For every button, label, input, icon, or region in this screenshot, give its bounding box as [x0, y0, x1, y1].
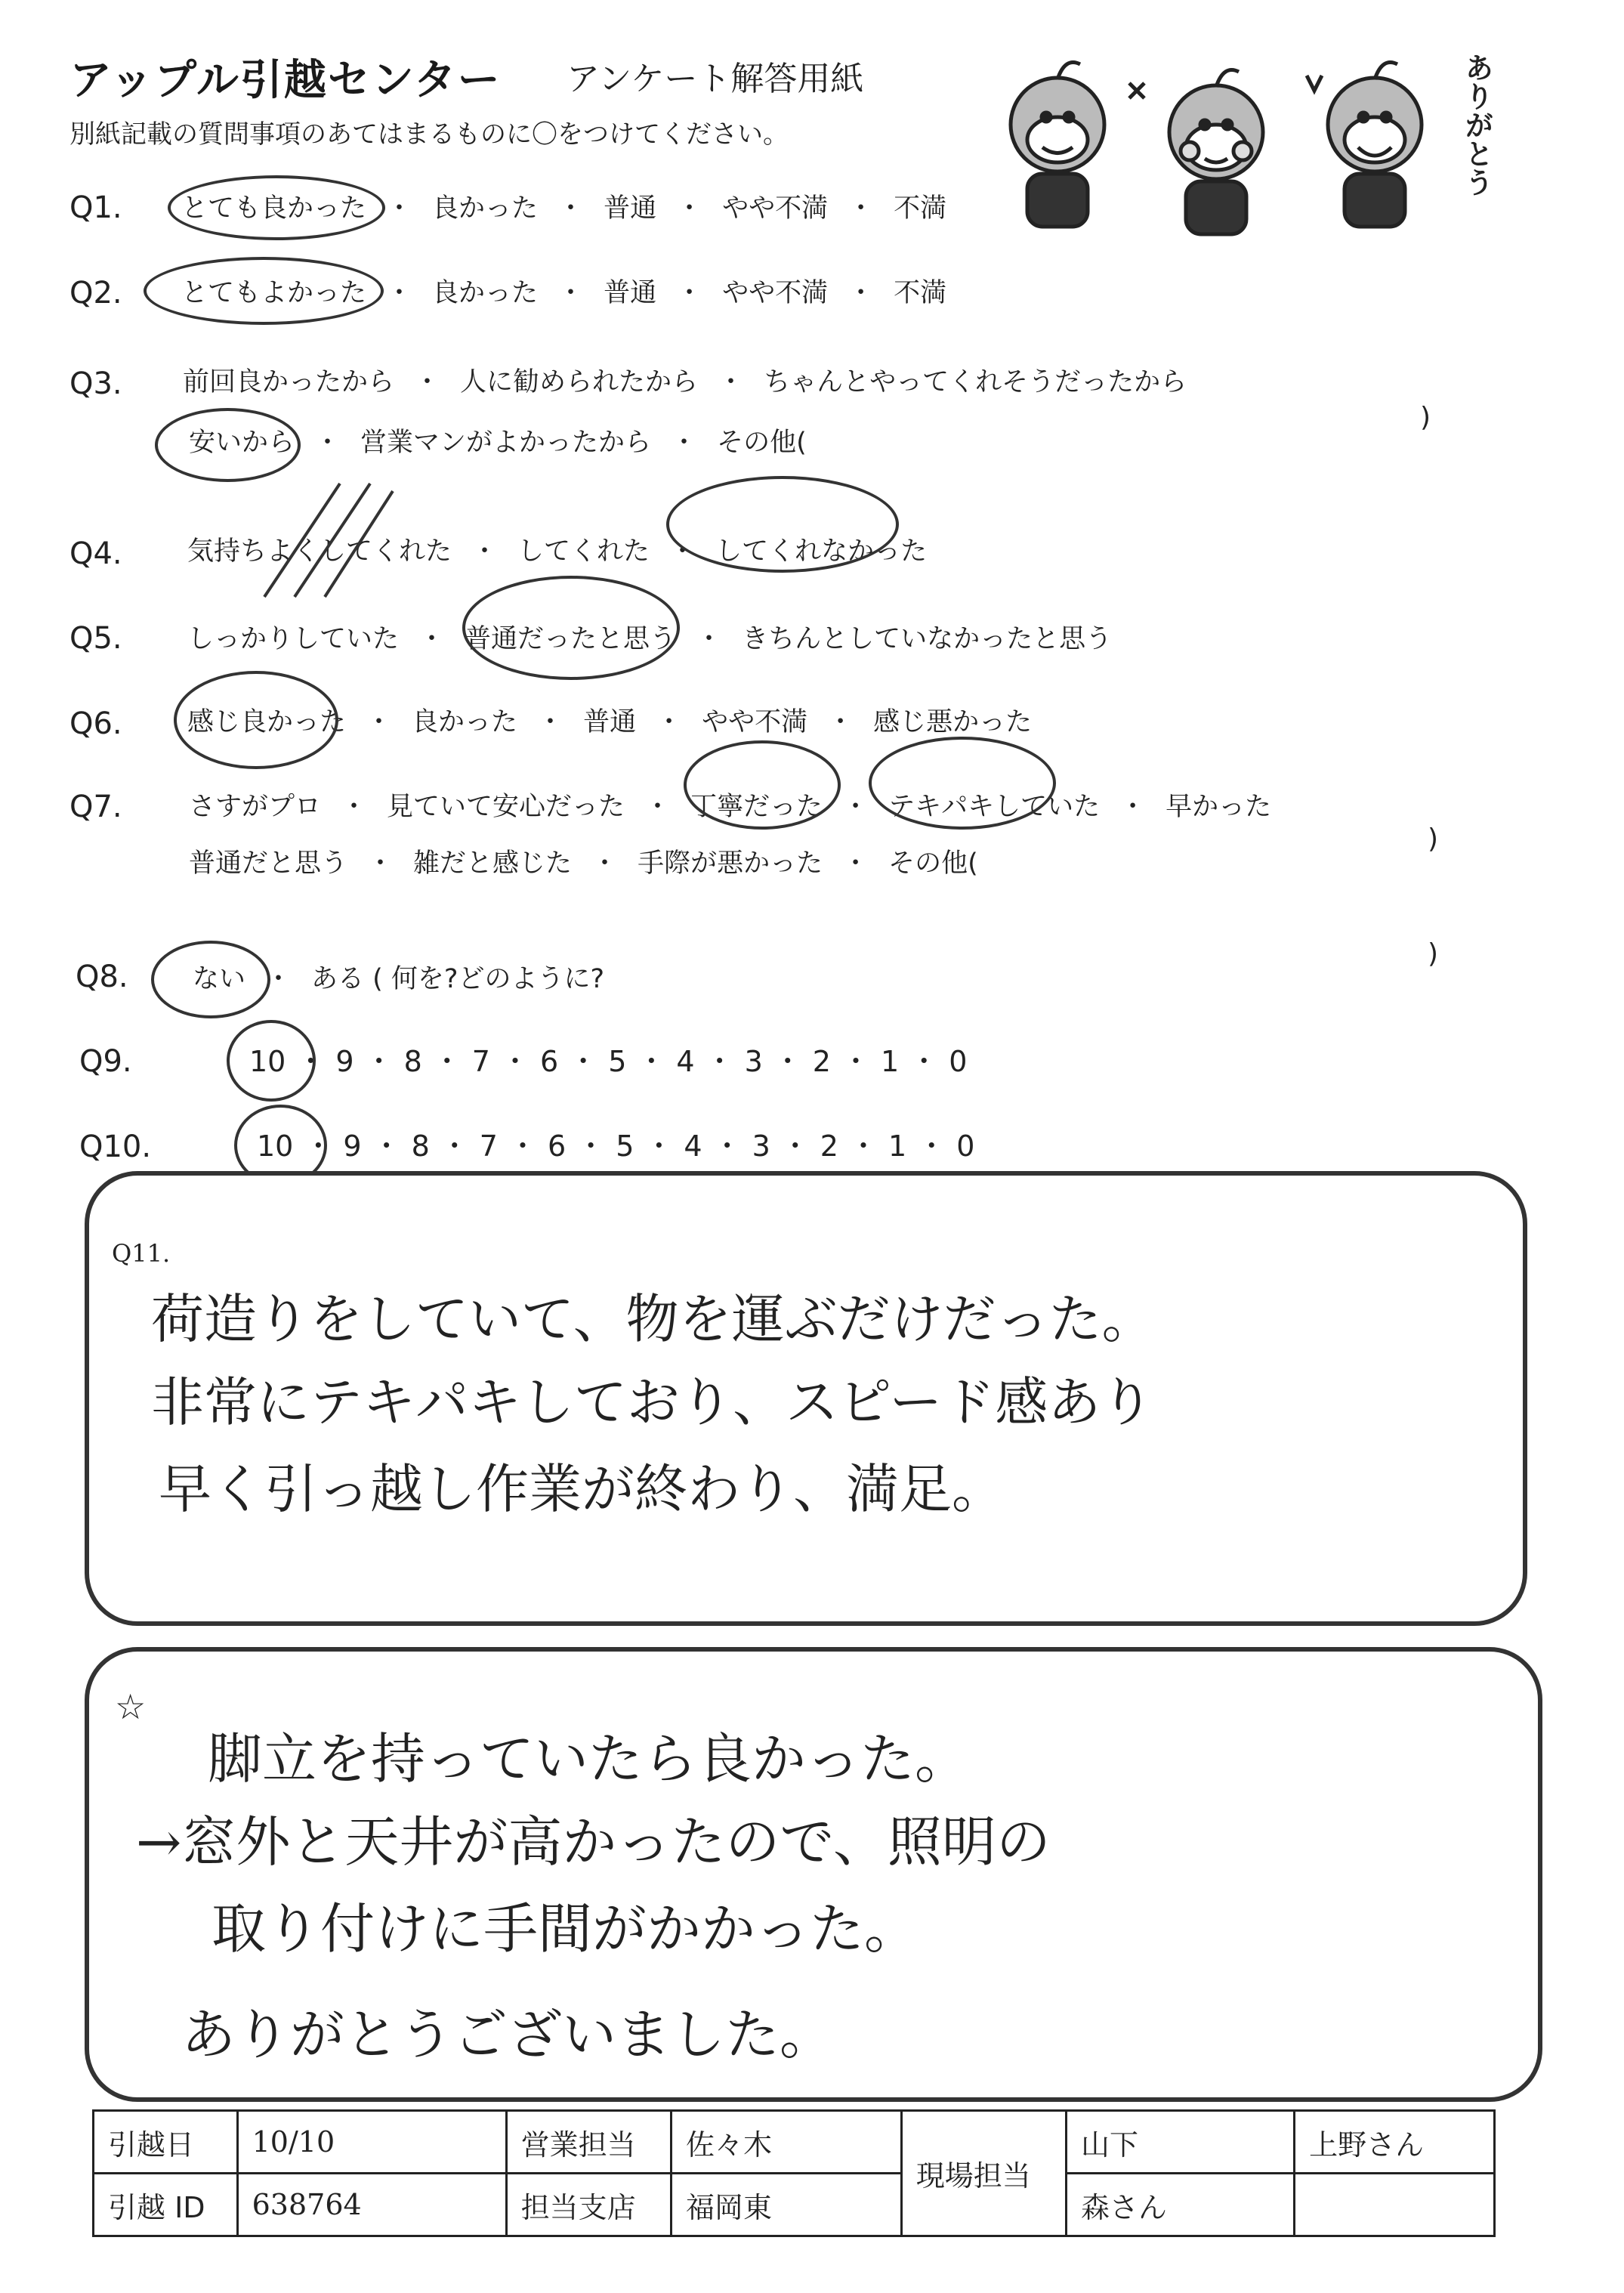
q3-options-row2: 安いから ・ 営業マンがよかったから ・ その他(	[189, 428, 807, 458]
q7-option-4[interactable]: テキパキしていた	[888, 792, 1101, 822]
q10-option-10[interactable]: 10	[257, 1130, 294, 1163]
q4-selection-circle	[666, 476, 899, 573]
q6-option-5[interactable]: 感じ悪かった	[873, 707, 1033, 737]
sales-value: 佐々木	[672, 2111, 902, 2174]
q3-option-6[interactable]: その他(	[717, 428, 807, 458]
note-line-3: 取り付けに手間がかかった。	[211, 1897, 919, 1961]
q6-label: Q6.	[69, 706, 122, 741]
q10-option-5[interactable]: 5	[616, 1130, 634, 1163]
q2-label: Q2.	[69, 276, 122, 311]
q1-option-2[interactable]: 良かった	[432, 193, 539, 224]
site-staff-3: 森さん	[1067, 2174, 1295, 2236]
q4-options: 気持ちよくしてくれた ・ してくれた ・ してくれなかった	[187, 536, 928, 567]
q8-option-1[interactable]: ない	[193, 964, 246, 994]
q7-label: Q7.	[69, 790, 122, 824]
star-icon: ☆	[115, 1686, 147, 1727]
form-subtitle: アンケート解答用紙	[567, 60, 864, 98]
q11-label: Q11.	[112, 1239, 171, 1268]
q3-option-1[interactable]: 前回良かったから	[183, 367, 395, 397]
move-date-label: 引越日	[94, 2111, 238, 2174]
q7-option-5[interactable]: 早かった	[1166, 792, 1272, 822]
q8-close-paren: )	[1428, 938, 1439, 969]
note-line-4: ありがとうございました。	[181, 2003, 835, 2066]
q7-option-6[interactable]: 普通だと思う	[189, 848, 348, 879]
q9-option-9[interactable]: 9	[335, 1045, 354, 1078]
q2-options: とてもよかった ・ 良かった ・ 普通 ・ やや不満 ・ 不満	[181, 278, 947, 308]
q11-line-2: 非常にテキパキしており、スピード感あり	[151, 1371, 1154, 1433]
note-line-1: 脚立を持っていたら良かった。	[208, 1727, 970, 1791]
q9-option-3[interactable]: 3	[744, 1045, 763, 1078]
q1-options: とても良かった ・ 良かった ・ 普通 ・ やや不満 ・ 不満	[181, 193, 947, 224]
q6-option-2[interactable]: 良かった	[412, 707, 518, 737]
mascot-illustration	[974, 42, 1496, 238]
q3-options: 前回良かったから ・ 人に勧められたから ・ ちゃんとやってくれそうだったから	[183, 367, 1187, 397]
q2-selection-circle	[144, 257, 384, 325]
q9-options: 10 ・ 9 ・ 8 ・ 7 ・ 6 ・ 5 ・ 4 ・ 3 ・ 2 ・ 1 ・ 0	[249, 1045, 968, 1078]
q7-option-3[interactable]: 丁寧だった	[690, 792, 823, 822]
q10-option-7[interactable]: 7	[479, 1130, 498, 1163]
q7-options: さすがプロ ・ 見ていて安心だった ・ 丁寧だった ・ テキパキしていた ・ 早かった	[189, 792, 1272, 822]
q10-options: 10 ・ 9 ・ 8 ・ 7 ・ 6 ・ 5 ・ 4 ・ 3 ・ 2 ・ 1 ・ 0	[257, 1130, 975, 1163]
q3-label: Q3.	[69, 366, 122, 401]
brand-title: アップル引越センター	[69, 56, 502, 105]
q8-selection-circle	[151, 941, 270, 1018]
q1-selection-circle	[168, 175, 385, 240]
q8-label: Q8.	[76, 960, 128, 994]
q3-option-4[interactable]: 安いから	[189, 428, 295, 458]
q9-option-6[interactable]: 6	[539, 1045, 559, 1078]
q7-options-row2: 普通だと思う ・ 雑だと感じた ・ 手際が悪かった ・ その他(	[189, 848, 978, 879]
q7-option-2[interactable]: 見ていて安心だった	[387, 792, 625, 822]
q7-option-9[interactable]: その他(	[888, 848, 978, 879]
footer-table	[92, 2109, 1496, 2237]
q4-option-2[interactable]: してくれた	[517, 536, 650, 567]
q3-option-2[interactable]: 人に勧められたから	[460, 367, 699, 397]
move-id-value: 638764	[237, 2174, 506, 2236]
q4-scribble	[249, 468, 400, 604]
q5-selection-circle	[462, 576, 680, 680]
q1-option-1[interactable]: とても良かった	[181, 193, 367, 224]
q9-option-0[interactable]: 0	[949, 1045, 968, 1078]
q6-option-3[interactable]: 普通	[583, 707, 637, 737]
q8-option-2[interactable]: ある ( 何を?どのように?	[311, 964, 605, 994]
move-date-value: 10/10	[237, 2111, 506, 2174]
q7-option-8[interactable]: 手際が悪かった	[638, 848, 823, 879]
branch-label: 担当支店	[506, 2174, 671, 2236]
q7-selection-circle-2	[869, 737, 1056, 830]
q5-label: Q5.	[69, 621, 122, 656]
q5-option-2[interactable]: 普通だったと思う	[465, 624, 677, 654]
q5-option-1[interactable]: しっかりしていた	[187, 624, 400, 654]
note-line-2: →窓外と天井が高かったので、照明の	[136, 1810, 1051, 1874]
q10-option-9[interactable]: 9	[343, 1130, 362, 1163]
q7-close-paren: )	[1428, 824, 1439, 854]
q9-option-10[interactable]: 10	[249, 1045, 286, 1078]
q7-option-7[interactable]: 雑だと感じた	[413, 848, 573, 879]
q3-option-3[interactable]: ちゃんとやってくれそうだったから	[764, 367, 1187, 397]
q10-option-6[interactable]: 6	[547, 1130, 567, 1163]
q2-option-4[interactable]: やや不満	[722, 278, 829, 308]
q10-option-0[interactable]: 0	[956, 1130, 975, 1163]
instruction-text: 別紙記載の質問事項のあてはまるものに〇をつけてください。	[69, 119, 789, 150]
q10-option-8[interactable]: 8	[411, 1130, 430, 1163]
q5-option-3[interactable]: きちんとしていなかったと思う	[742, 624, 1113, 654]
q6-selection-circle	[174, 671, 338, 769]
q9-option-2[interactable]: 2	[812, 1045, 831, 1078]
q9-option-5[interactable]: 5	[608, 1045, 627, 1078]
q2-option-1[interactable]: とてもよかった	[181, 278, 367, 308]
q7-option-1[interactable]: さすがプロ	[189, 792, 322, 822]
q4-option-3[interactable]: してくれなかった	[715, 536, 928, 567]
q6-option-4[interactable]: やや不満	[702, 707, 808, 737]
q2-option-2[interactable]: 良かった	[432, 278, 539, 308]
q6-options: 感じ良かった ・ 良かった ・ 普通 ・ やや不満 ・ 感じ悪かった	[187, 707, 1033, 737]
q5-options: しっかりしていた ・ 普通だったと思う ・ きちんとしていなかったと思う	[187, 624, 1113, 654]
q1-option-3[interactable]: 普通	[604, 193, 657, 224]
q1-option-5[interactable]: 不満	[894, 193, 947, 224]
q3-close-paren: )	[1420, 402, 1431, 433]
q10-option-4[interactable]: 4	[684, 1130, 702, 1163]
site-label: 現場担当	[901, 2111, 1066, 2236]
q3-option-5[interactable]: 営業マンがよかったから	[360, 428, 652, 458]
thanks-badge: ありがとう	[1460, 53, 1493, 196]
q6-option-1[interactable]: 感じ良かった	[187, 707, 347, 737]
sales-label: 営業担当	[506, 2111, 671, 2174]
q10-option-1[interactable]: 1	[888, 1130, 907, 1163]
q9-selection-circle	[227, 1020, 316, 1102]
q11-line-1: 荷造りをしていて、物を運ぶだけだった。	[151, 1288, 1155, 1350]
q2-option-5[interactable]: 不満	[894, 278, 947, 308]
q9-option-8[interactable]: 8	[403, 1045, 422, 1078]
q10-option-3[interactable]: 3	[752, 1130, 770, 1163]
q9-option-4[interactable]: 4	[676, 1045, 695, 1078]
q10-label: Q10.	[79, 1130, 152, 1164]
q1-label: Q1.	[69, 190, 122, 225]
site-staff-empty	[1295, 2174, 1495, 2236]
move-id-label: 引越 ID	[94, 2174, 238, 2236]
q7-selection-circle-1	[684, 740, 841, 830]
q9-option-1[interactable]: 1	[881, 1045, 900, 1078]
q4-label: Q4.	[69, 536, 122, 571]
q9-option-7[interactable]: 7	[471, 1045, 490, 1078]
q10-option-2[interactable]: 2	[820, 1130, 838, 1163]
q9-label: Q9.	[79, 1044, 132, 1079]
site-staff-1: 山下	[1067, 2111, 1295, 2174]
q1-option-4[interactable]: やや不満	[722, 193, 829, 224]
q4-option-1[interactable]: 気持ちよくしてくれた	[187, 536, 452, 567]
branch-value: 福岡東	[672, 2174, 902, 2236]
site-staff-2: 上野さん	[1295, 2111, 1495, 2174]
q2-option-3[interactable]: 普通	[604, 278, 657, 308]
q11-line-3: 早く引っ越し作業が終わり、満足。	[159, 1458, 1005, 1520]
q8-options: ない ・ ある ( 何を?どのように?	[193, 964, 605, 994]
